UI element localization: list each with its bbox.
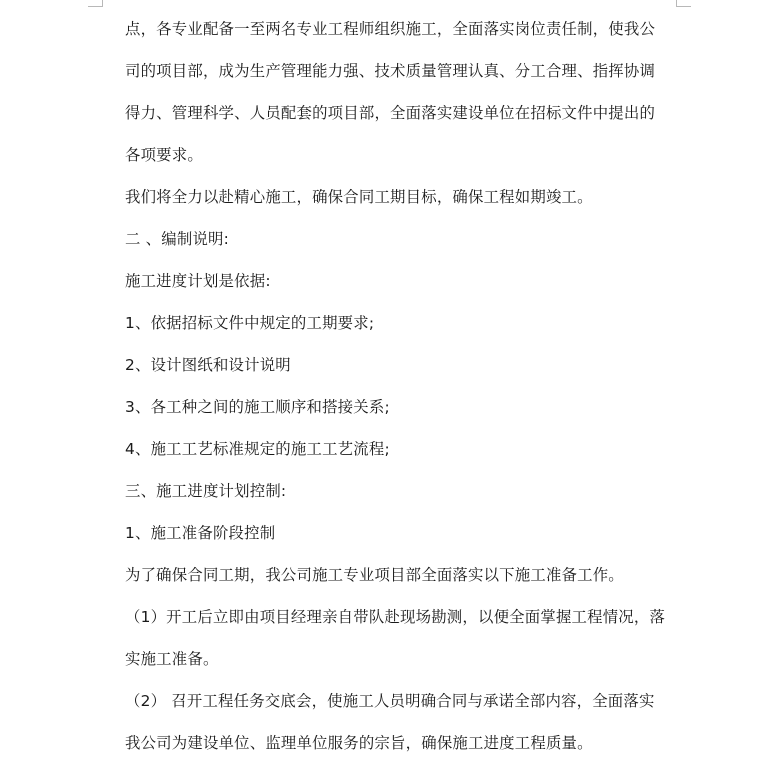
list-item-preparation-2: （2） 召开工程任务交底会，使施工人员明确合同与承诺全部内容，全面落实我公司为建设单位、监理单位服务的宗旨，确保施工进度工程质量。 [125,692,655,752]
subheading-preparation-stage: 1、施工准备阶段控制 [125,524,276,542]
paragraph-responsibility: 点，各专业配备一至两名专业工程师组织施工，全面落实岗位责任制，使我公司的项目部，成为生产管理能力强、技术质量管理认真、分工合理、指挥协调得力、管理科学、人员配套的项目部，全面落实建设单位在招标文件中提出的各项要求。 [125,20,656,164]
list-item-basis-2: 2、设计图纸和设计说明 [125,356,291,374]
page-corner-mark-right [676,0,691,7]
section-heading-compilation: 二 、编制说明: [125,230,230,248]
document-body [125,8,670,764]
section-heading-progress-control: 三、施工进度计划控制: [125,482,287,500]
paragraph-preparation-intro: 为了确保合同工期，我公司施工专业项目部全面落实以下施工准备工作。 [125,566,624,584]
paragraph-plan-basis: 施工进度计划是依据: [125,272,271,290]
list-item-basis-3: 3、各工种之间的施工顺序和搭接关系; [125,398,390,416]
list-item-preparation-1: （1）开工后立即由项目经理亲自带队赴现场勘测，以便全面掌握工程情况，落实施工准备。 [125,608,666,668]
page-corner-mark-left [88,0,103,7]
list-item-basis-4: 4、施工工艺标准规定的施工工艺流程; [125,440,390,458]
paragraph-schedule-commitment: 我们将全力以赴精心施工，确保合同工期目标，确保工程如期竣工。 [125,188,593,206]
list-item-basis-1: 1、依据招标文件中规定的工期要求; [125,314,375,332]
